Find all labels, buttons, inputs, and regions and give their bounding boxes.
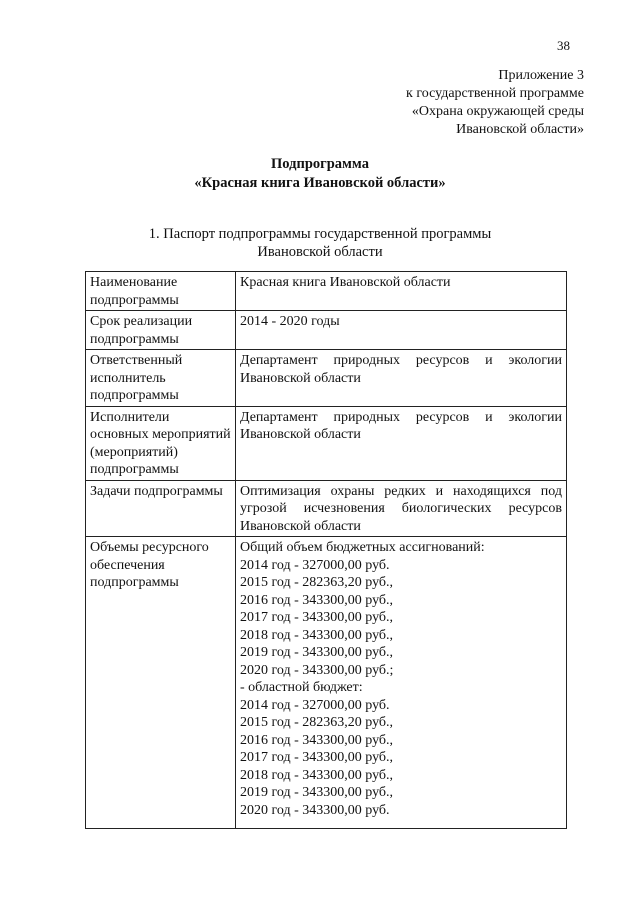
table-row	[86, 350, 567, 407]
funding-line: 2015 год - 282363,20 руб.,	[240, 715, 394, 730]
funding-line: 2018 год - 343300,00 руб.,	[240, 627, 394, 643]
row-value: Департамент природных ресурсов и экологии Ивановской области	[236, 350, 567, 407]
appendix-line: «Охрана окружающей среды	[411, 104, 584, 119]
funding-line: 2017 год - 343300,00 руб.,	[240, 610, 394, 625]
section-title-line: Ивановской области	[257, 244, 383, 260]
funding-line: 2019 год - 343300,00 руб.,	[240, 645, 394, 660]
appendix-header	[406, 67, 584, 139]
row-value: Оптимизация охраны редких и находящихся под угрозой исчезновения биологических ресурсов Ивановской области	[236, 480, 567, 537]
funding-line: Общий объем бюджетных ассигнований:	[240, 540, 485, 555]
row-label: Задачи подпрограммы	[86, 480, 236, 537]
funding-line: 2018 год - 343300,00 руб.,	[240, 767, 394, 783]
section-title	[0, 225, 640, 261]
funding-line: 2020 год - 343300,00 руб.;	[240, 662, 394, 678]
funding-line: 2016 год - 343300,00 руб.,	[240, 732, 394, 748]
table-row	[86, 537, 567, 829]
section-title-line: 1. Паспорт подпрограммы государственной программы	[148, 226, 492, 242]
row-value: Красная книга Ивановской области	[236, 272, 567, 311]
row-label: Исполнители основных мероприятий (мероприятий) подпрограммы	[86, 406, 236, 480]
funding-line: 2015 год - 282363,20 руб.,	[240, 575, 394, 590]
table-row	[86, 480, 567, 537]
funding-line: 2020 год - 343300,00 руб.	[240, 802, 390, 818]
funding-line: - областной бюджет:	[240, 680, 363, 695]
title-line: «Красная книга Ивановской области»	[194, 175, 446, 191]
row-value: 2014 - 2020 годы	[236, 311, 567, 350]
row-label: Объемы ресурсного обеспечения подпрограммы	[86, 537, 236, 829]
table-row	[86, 311, 567, 350]
funding-line: 2016 год - 343300,00 руб.,	[240, 592, 394, 608]
table-row	[86, 406, 567, 480]
row-label: Наименование подпрограммы	[86, 272, 236, 311]
appendix-line: Ивановской области»	[456, 122, 584, 137]
row-label: Срок реализации подпрограммы	[86, 311, 236, 350]
table-row	[86, 272, 567, 311]
row-label: Ответственный исполнитель подпрограммы	[86, 350, 236, 407]
passport-table	[85, 271, 567, 829]
page-number: 38	[557, 38, 570, 53]
appendix-line: Приложение 3	[498, 68, 584, 83]
funding-line: 2014 год - 327000,00 руб.	[240, 697, 390, 713]
funding-line: 2017 год - 343300,00 руб.,	[240, 750, 394, 765]
row-value: Департамент природных ресурсов и экологии Ивановской области	[236, 406, 567, 480]
funding-line: 2014 год - 327000,00 руб.	[240, 557, 390, 573]
appendix-line: к государственной программе	[406, 86, 584, 101]
title-line: Подпрограмма	[271, 156, 369, 172]
subprogram-title	[0, 155, 640, 193]
row-value-list	[236, 537, 567, 829]
funding-line: 2019 год - 343300,00 руб.,	[240, 785, 394, 800]
